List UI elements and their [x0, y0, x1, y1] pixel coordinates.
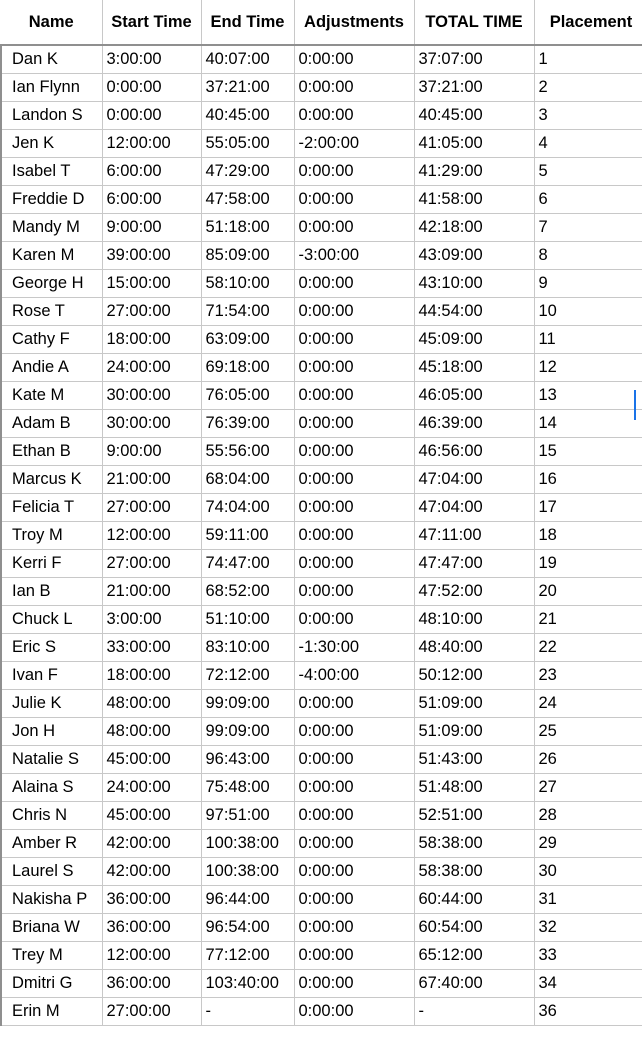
- cell-name[interactable]: Andie A: [1, 353, 102, 381]
- cell-placement[interactable]: 15: [534, 437, 642, 465]
- cell-total-time[interactable]: 48:40:00: [414, 633, 534, 661]
- cell-start-time[interactable]: 9:00:00: [102, 437, 201, 465]
- cell-end-time[interactable]: -: [201, 997, 294, 1025]
- cell-name[interactable]: Jen K: [1, 129, 102, 157]
- table-row: [1, 297, 642, 325]
- table-row: [1, 801, 642, 829]
- table-row: [1, 353, 642, 381]
- cell-adjustments[interactable]: 0:00:00: [294, 689, 414, 717]
- cell-name[interactable]: Karen M: [1, 241, 102, 269]
- cell-end-time[interactable]: 76:05:00: [201, 381, 294, 409]
- cell-total-time[interactable]: 58:38:00: [414, 829, 534, 857]
- cell-name[interactable]: Adam B: [1, 409, 102, 437]
- cell-placement[interactable]: 18: [534, 521, 642, 549]
- cell-total-time[interactable]: 51:09:00: [414, 689, 534, 717]
- cell-end-time[interactable]: 74:04:00: [201, 493, 294, 521]
- table-row: [1, 829, 642, 857]
- cell-end-time[interactable]: 40:45:00: [201, 101, 294, 129]
- cell-end-time[interactable]: 85:09:00: [201, 241, 294, 269]
- cell-start-time[interactable]: 36:00:00: [102, 969, 201, 997]
- table-row: [1, 381, 642, 409]
- table-row: [1, 129, 642, 157]
- cell-placement[interactable]: 36: [534, 997, 642, 1025]
- header-placement[interactable]: Placement: [534, 0, 642, 45]
- cell-placement[interactable]: 19: [534, 549, 642, 577]
- cell-end-time[interactable]: 77:12:00: [201, 941, 294, 969]
- cell-placement[interactable]: 23: [534, 661, 642, 689]
- cell-end-time[interactable]: 40:07:00: [201, 45, 294, 73]
- cell-name[interactable]: Rose T: [1, 297, 102, 325]
- table-row: [1, 73, 642, 101]
- cell-name[interactable]: Ivan F: [1, 661, 102, 689]
- cell-end-time[interactable]: 76:39:00: [201, 409, 294, 437]
- table-row: [1, 101, 642, 129]
- cell-name[interactable]: Trey M: [1, 941, 102, 969]
- cell-placement[interactable]: 34: [534, 969, 642, 997]
- cell-name[interactable]: Dmitri G: [1, 969, 102, 997]
- cell-name[interactable]: Nakisha P: [1, 885, 102, 913]
- cell-total-time[interactable]: 44:54:00: [414, 297, 534, 325]
- cell-placement[interactable]: 12: [534, 353, 642, 381]
- cell-start-time[interactable]: 9:00:00: [102, 213, 201, 241]
- cell-adjustments[interactable]: 0:00:00: [294, 717, 414, 745]
- cell-name[interactable]: Ian Flynn: [1, 73, 102, 101]
- table-row: [1, 213, 642, 241]
- cell-total-time[interactable]: 46:39:00: [414, 409, 534, 437]
- cell-end-time[interactable]: 83:10:00: [201, 633, 294, 661]
- cell-total-time[interactable]: 60:44:00: [414, 885, 534, 913]
- table-row: [1, 157, 642, 185]
- cell-end-time[interactable]: 58:10:00: [201, 269, 294, 297]
- cell-adjustments[interactable]: 0:00:00: [294, 381, 414, 409]
- cell-placement[interactable]: 27: [534, 773, 642, 801]
- cell-name[interactable]: Troy M: [1, 521, 102, 549]
- cell-total-time[interactable]: -: [414, 997, 534, 1025]
- cell-total-time[interactable]: 43:09:00: [414, 241, 534, 269]
- cell-end-time[interactable]: 55:05:00: [201, 129, 294, 157]
- cell-adjustments[interactable]: 0:00:00: [294, 157, 414, 185]
- cell-adjustments[interactable]: 0:00:00: [294, 829, 414, 857]
- cell-end-time[interactable]: 68:04:00: [201, 465, 294, 493]
- cell-end-time[interactable]: 99:09:00: [201, 717, 294, 745]
- table-row: [1, 493, 642, 521]
- cell-placement[interactable]: 16: [534, 465, 642, 493]
- cell-total-time[interactable]: 47:47:00: [414, 549, 534, 577]
- table-row: [1, 913, 642, 941]
- cell-total-time[interactable]: 47:04:00: [414, 465, 534, 493]
- cell-total-time[interactable]: 40:45:00: [414, 101, 534, 129]
- cell-name[interactable]: Briana W: [1, 913, 102, 941]
- cell-adjustments[interactable]: 0:00:00: [294, 857, 414, 885]
- cell-start-time[interactable]: 6:00:00: [102, 157, 201, 185]
- cell-adjustments[interactable]: 0:00:00: [294, 521, 414, 549]
- cell-start-time[interactable]: 36:00:00: [102, 885, 201, 913]
- cell-name[interactable]: Julie K: [1, 689, 102, 717]
- cell-placement[interactable]: 21: [534, 605, 642, 633]
- cell-placement[interactable]: 24: [534, 689, 642, 717]
- cell-total-time[interactable]: 47:11:00: [414, 521, 534, 549]
- cell-adjustments[interactable]: 0:00:00: [294, 73, 414, 101]
- cell-start-time[interactable]: 27:00:00: [102, 493, 201, 521]
- cell-name[interactable]: Erin M: [1, 997, 102, 1025]
- cell-placement[interactable]: 4: [534, 129, 642, 157]
- cell-adjustments[interactable]: 0:00:00: [294, 269, 414, 297]
- cell-total-time[interactable]: 47:04:00: [414, 493, 534, 521]
- cell-end-time[interactable]: 96:44:00: [201, 885, 294, 913]
- cell-adjustments[interactable]: -4:00:00: [294, 661, 414, 689]
- cell-start-time[interactable]: 24:00:00: [102, 353, 201, 381]
- cell-placement[interactable]: 26: [534, 745, 642, 773]
- cell-end-time[interactable]: 47:58:00: [201, 185, 294, 213]
- cell-placement[interactable]: 3: [534, 101, 642, 129]
- cell-start-time[interactable]: 6:00:00: [102, 185, 201, 213]
- cell-placement[interactable]: 14: [534, 409, 642, 437]
- cell-adjustments[interactable]: 0:00:00: [294, 801, 414, 829]
- cell-total-time[interactable]: 52:51:00: [414, 801, 534, 829]
- table-row: [1, 745, 642, 773]
- cell-total-time[interactable]: 46:56:00: [414, 437, 534, 465]
- cell-start-time[interactable]: 3:00:00: [102, 605, 201, 633]
- cell-start-time[interactable]: 21:00:00: [102, 577, 201, 605]
- table-row: [1, 185, 642, 213]
- table-row: [1, 437, 642, 465]
- cell-selection-indicator: [634, 390, 636, 420]
- cell-placement[interactable]: 2: [534, 73, 642, 101]
- cell-name[interactable]: Mandy M: [1, 213, 102, 241]
- cell-start-time[interactable]: 45:00:00: [102, 801, 201, 829]
- cell-placement[interactable]: 31: [534, 885, 642, 913]
- cell-end-time[interactable]: 37:21:00: [201, 73, 294, 101]
- cell-end-time[interactable]: 68:52:00: [201, 577, 294, 605]
- cell-placement[interactable]: 20: [534, 577, 642, 605]
- cell-name[interactable]: Felicia T: [1, 493, 102, 521]
- cell-adjustments[interactable]: 0:00:00: [294, 101, 414, 129]
- cell-total-time[interactable]: 51:48:00: [414, 773, 534, 801]
- cell-start-time[interactable]: 18:00:00: [102, 661, 201, 689]
- cell-total-time[interactable]: 60:54:00: [414, 913, 534, 941]
- cell-end-time[interactable]: 69:18:00: [201, 353, 294, 381]
- table-row: [1, 521, 642, 549]
- cell-placement[interactable]: 10: [534, 297, 642, 325]
- cell-name[interactable]: Isabel T: [1, 157, 102, 185]
- cell-adjustments[interactable]: 0:00:00: [294, 437, 414, 465]
- cell-start-time[interactable]: 15:00:00: [102, 269, 201, 297]
- cell-name[interactable]: Kerri F: [1, 549, 102, 577]
- cell-name[interactable]: Kate M: [1, 381, 102, 409]
- cell-adjustments[interactable]: 0:00:00: [294, 773, 414, 801]
- table-row: [1, 689, 642, 717]
- cell-end-time[interactable]: 100:38:00: [201, 857, 294, 885]
- cell-placement[interactable]: 29: [534, 829, 642, 857]
- cell-total-time[interactable]: 58:38:00: [414, 857, 534, 885]
- cell-name[interactable]: Amber R: [1, 829, 102, 857]
- cell-name[interactable]: Laurel S: [1, 857, 102, 885]
- cell-placement[interactable]: 28: [534, 801, 642, 829]
- cell-name[interactable]: Ian B: [1, 577, 102, 605]
- cell-name[interactable]: Jon H: [1, 717, 102, 745]
- table-row: [1, 969, 642, 997]
- cell-placement[interactable]: 32: [534, 913, 642, 941]
- cell-adjustments[interactable]: 0:00:00: [294, 465, 414, 493]
- cell-placement[interactable]: 7: [534, 213, 642, 241]
- cell-adjustments[interactable]: 0:00:00: [294, 185, 414, 213]
- cell-start-time[interactable]: 48:00:00: [102, 689, 201, 717]
- cell-adjustments[interactable]: 0:00:00: [294, 997, 414, 1025]
- cell-total-time[interactable]: 43:10:00: [414, 269, 534, 297]
- table-row: [1, 605, 642, 633]
- cell-adjustments[interactable]: -3:00:00: [294, 241, 414, 269]
- cell-start-time[interactable]: 3:00:00: [102, 45, 201, 73]
- cell-end-time[interactable]: 74:47:00: [201, 549, 294, 577]
- cell-total-time[interactable]: 51:09:00: [414, 717, 534, 745]
- header-adjustments[interactable]: Adjustments: [294, 0, 414, 45]
- cell-start-time[interactable]: 0:00:00: [102, 73, 201, 101]
- cell-adjustments[interactable]: 0:00:00: [294, 577, 414, 605]
- cell-placement[interactable]: 9: [534, 269, 642, 297]
- cell-start-time[interactable]: 27:00:00: [102, 549, 201, 577]
- header-total-time[interactable]: TOTAL TIME: [414, 0, 534, 45]
- cell-start-time[interactable]: 27:00:00: [102, 297, 201, 325]
- cell-placement[interactable]: 8: [534, 241, 642, 269]
- cell-adjustments[interactable]: 0:00:00: [294, 913, 414, 941]
- cell-adjustments[interactable]: -2:00:00: [294, 129, 414, 157]
- cell-total-time[interactable]: 65:12:00: [414, 941, 534, 969]
- cell-start-time[interactable]: 42:00:00: [102, 829, 201, 857]
- cell-total-time[interactable]: 41:05:00: [414, 129, 534, 157]
- header-end-time[interactable]: End Time: [201, 0, 294, 45]
- table-row: [1, 717, 642, 745]
- cell-end-time[interactable]: 71:54:00: [201, 297, 294, 325]
- cell-end-time[interactable]: 100:38:00: [201, 829, 294, 857]
- cell-end-time[interactable]: 63:09:00: [201, 325, 294, 353]
- cell-name[interactable]: Eric S: [1, 633, 102, 661]
- table-row: [1, 325, 642, 353]
- cell-name[interactable]: Landon S: [1, 101, 102, 129]
- cell-start-time[interactable]: 30:00:00: [102, 381, 201, 409]
- cell-placement[interactable]: 17: [534, 493, 642, 521]
- cell-end-time[interactable]: 96:43:00: [201, 745, 294, 773]
- cell-adjustments[interactable]: 0:00:00: [294, 353, 414, 381]
- cell-end-time[interactable]: 99:09:00: [201, 689, 294, 717]
- cell-name[interactable]: Marcus K: [1, 465, 102, 493]
- cell-total-time[interactable]: 42:18:00: [414, 213, 534, 241]
- cell-name[interactable]: George H: [1, 269, 102, 297]
- cell-total-time[interactable]: 51:43:00: [414, 745, 534, 773]
- table-row: [1, 549, 642, 577]
- cell-adjustments[interactable]: 0:00:00: [294, 45, 414, 73]
- cell-end-time[interactable]: 96:54:00: [201, 913, 294, 941]
- table-body: [1, 45, 642, 1025]
- cell-start-time[interactable]: 21:00:00: [102, 465, 201, 493]
- cell-adjustments[interactable]: 0:00:00: [294, 941, 414, 969]
- table-row: [1, 885, 642, 913]
- cell-start-time[interactable]: 12:00:00: [102, 941, 201, 969]
- cell-total-time[interactable]: 46:05:00: [414, 381, 534, 409]
- cell-total-time[interactable]: 45:09:00: [414, 325, 534, 353]
- cell-name[interactable]: Ethan B: [1, 437, 102, 465]
- cell-start-time[interactable]: 33:00:00: [102, 633, 201, 661]
- cell-start-time[interactable]: 18:00:00: [102, 325, 201, 353]
- cell-end-time[interactable]: 72:12:00: [201, 661, 294, 689]
- cell-total-time[interactable]: 48:10:00: [414, 605, 534, 633]
- header-row: [1, 0, 642, 45]
- cell-name[interactable]: Dan K: [1, 45, 102, 73]
- cell-adjustments[interactable]: 0:00:00: [294, 605, 414, 633]
- cell-placement[interactable]: 13: [534, 381, 642, 409]
- cell-start-time[interactable]: 24:00:00: [102, 773, 201, 801]
- cell-name[interactable]: Chris N: [1, 801, 102, 829]
- cell-name[interactable]: Natalie S: [1, 745, 102, 773]
- cell-placement[interactable]: 1: [534, 45, 642, 73]
- cell-start-time[interactable]: 45:00:00: [102, 745, 201, 773]
- table-row: [1, 997, 642, 1025]
- cell-adjustments[interactable]: 0:00:00: [294, 409, 414, 437]
- cell-end-time[interactable]: 75:48:00: [201, 773, 294, 801]
- cell-start-time[interactable]: 27:00:00: [102, 997, 201, 1025]
- header-name[interactable]: Name: [1, 0, 102, 45]
- table-row: [1, 857, 642, 885]
- cell-end-time[interactable]: 59:11:00: [201, 521, 294, 549]
- table-row: [1, 465, 642, 493]
- cell-placement[interactable]: 5: [534, 157, 642, 185]
- cell-adjustments[interactable]: 0:00:00: [294, 885, 414, 913]
- cell-end-time[interactable]: 51:18:00: [201, 213, 294, 241]
- cell-adjustments[interactable]: 0:00:00: [294, 493, 414, 521]
- cell-start-time[interactable]: 30:00:00: [102, 409, 201, 437]
- cell-total-time[interactable]: 45:18:00: [414, 353, 534, 381]
- cell-total-time[interactable]: 41:58:00: [414, 185, 534, 213]
- cell-placement[interactable]: 33: [534, 941, 642, 969]
- cell-total-time[interactable]: 41:29:00: [414, 157, 534, 185]
- cell-placement[interactable]: 11: [534, 325, 642, 353]
- table-row: [1, 633, 642, 661]
- cell-placement[interactable]: 22: [534, 633, 642, 661]
- cell-start-time[interactable]: 42:00:00: [102, 857, 201, 885]
- cell-end-time[interactable]: 97:51:00: [201, 801, 294, 829]
- table-row: [1, 773, 642, 801]
- cell-total-time[interactable]: 67:40:00: [414, 969, 534, 997]
- cell-start-time[interactable]: 48:00:00: [102, 717, 201, 745]
- cell-end-time[interactable]: 55:56:00: [201, 437, 294, 465]
- cell-total-time[interactable]: 37:21:00: [414, 73, 534, 101]
- cell-adjustments[interactable]: 0:00:00: [294, 297, 414, 325]
- table-row: [1, 241, 642, 269]
- table-row: [1, 661, 642, 689]
- cell-total-time[interactable]: 47:52:00: [414, 577, 534, 605]
- table-row: [1, 45, 642, 73]
- table-row: [1, 577, 642, 605]
- cell-start-time[interactable]: 39:00:00: [102, 241, 201, 269]
- cell-name[interactable]: Freddie D: [1, 185, 102, 213]
- cell-start-time[interactable]: 12:00:00: [102, 521, 201, 549]
- cell-start-time[interactable]: 0:00:00: [102, 101, 201, 129]
- cell-placement[interactable]: 25: [534, 717, 642, 745]
- header-start-time[interactable]: Start Time: [102, 0, 201, 45]
- table-row: [1, 269, 642, 297]
- cell-adjustments[interactable]: -1:30:00: [294, 633, 414, 661]
- cell-adjustments[interactable]: 0:00:00: [294, 969, 414, 997]
- cell-start-time[interactable]: 36:00:00: [102, 913, 201, 941]
- table-row: [1, 941, 642, 969]
- cell-end-time[interactable]: 51:10:00: [201, 605, 294, 633]
- cell-total-time[interactable]: 37:07:00: [414, 45, 534, 73]
- cell-end-time[interactable]: 47:29:00: [201, 157, 294, 185]
- table-row: [1, 409, 642, 437]
- cell-adjustments[interactable]: 0:00:00: [294, 549, 414, 577]
- cell-name[interactable]: Chuck L: [1, 605, 102, 633]
- cell-placement[interactable]: 30: [534, 857, 642, 885]
- cell-adjustments[interactable]: 0:00:00: [294, 213, 414, 241]
- cell-adjustments[interactable]: 0:00:00: [294, 325, 414, 353]
- cell-adjustments[interactable]: 0:00:00: [294, 745, 414, 773]
- cell-start-time[interactable]: 12:00:00: [102, 129, 201, 157]
- cell-end-time[interactable]: 103:40:00: [201, 969, 294, 997]
- cell-placement[interactable]: 6: [534, 185, 642, 213]
- cell-name[interactable]: Alaina S: [1, 773, 102, 801]
- cell-name[interactable]: Cathy F: [1, 325, 102, 353]
- cell-total-time[interactable]: 50:12:00: [414, 661, 534, 689]
